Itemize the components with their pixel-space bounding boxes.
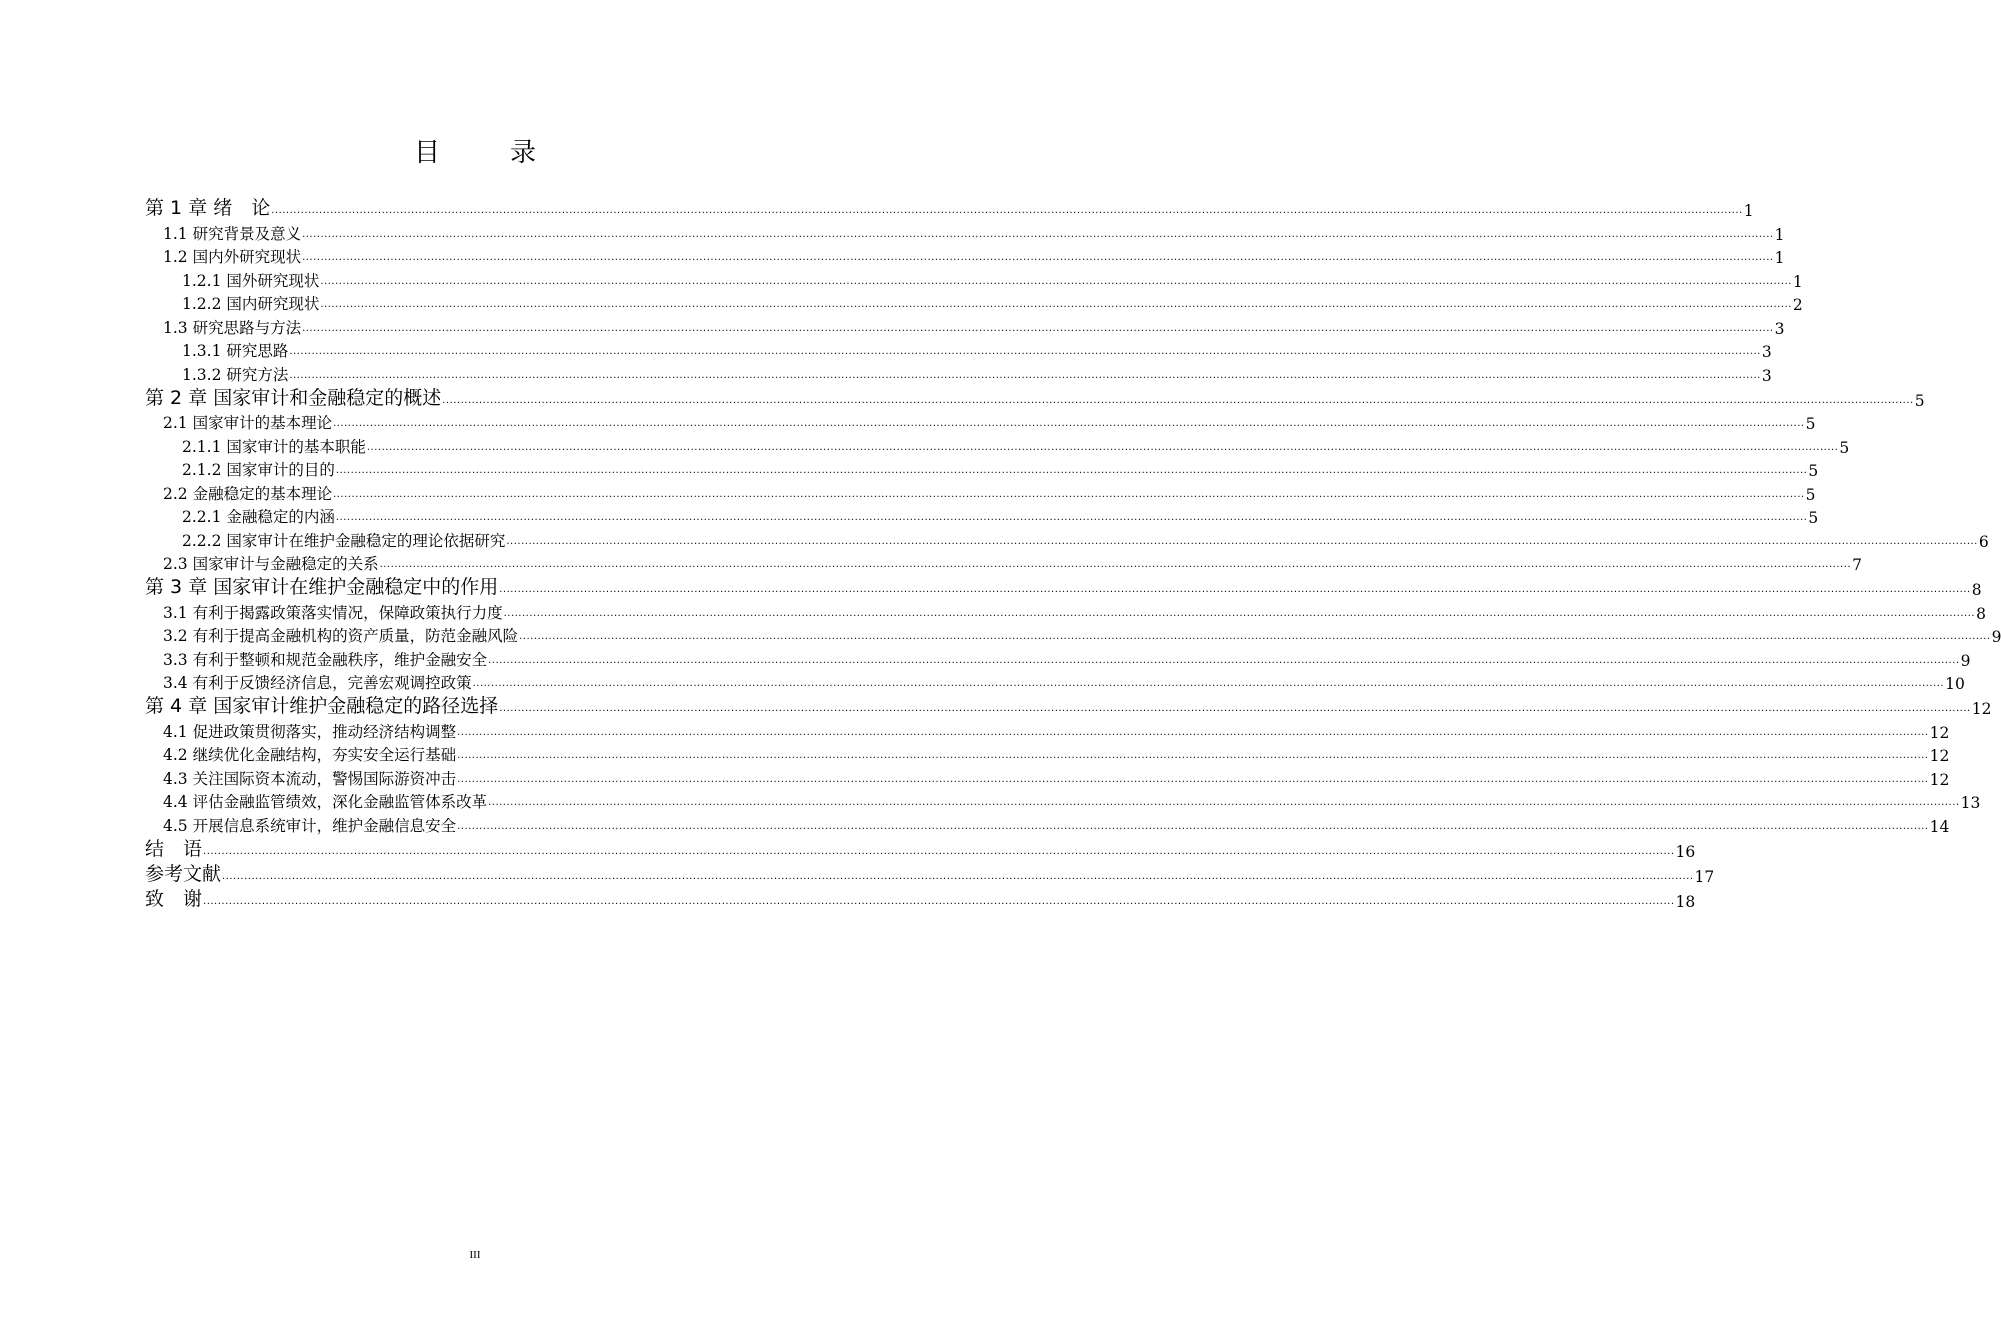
toc-entry[interactable] — [145, 195, 1754, 220]
toc-entry-page: 9 — [1991, 628, 2001, 646]
toc-entry[interactable] — [145, 457, 1819, 481]
dot-leader: ................................................................................................................................................................................................................................................................................................................................................................................................................ — [333, 418, 1805, 429]
toc-entry-label: 4.4 评估金融监管绩效，深化金融监管体系改革 — [163, 793, 488, 811]
toc-entry[interactable] — [145, 623, 2001, 647]
toc-entry-label: 2.2.2 国家审计在维护金融稳定的理论依据研究 — [182, 531, 506, 550]
dot-leader: ................................................................................................................................................................................................................................................................................................................................................................................................................ — [499, 703, 1971, 714]
toc-entry[interactable] — [145, 361, 1772, 385]
toc-entry-label: 2.1.2 国家审计的目的 — [182, 461, 335, 479]
toc-entry[interactable] — [145, 718, 1950, 742]
toc-entry-page: 9 — [1960, 651, 1971, 670]
toc-entry-page: 1 — [1774, 249, 1785, 267]
toc-entry-page: 1 — [1743, 202, 1754, 220]
toc-entry-page: 14 — [1929, 817, 1950, 836]
toc-entry-label: 1.3 研究思路与方法 — [163, 318, 302, 337]
toc-entry[interactable] — [145, 244, 1785, 268]
dot-leader: ................................................................................................................................................................................................................................................................................................................................................................................................................ — [203, 845, 1675, 857]
toc-entry-page: 5 — [1914, 391, 1925, 410]
toc-title: 目 录 — [413, 138, 558, 168]
toc-entry-page: 7 — [1852, 556, 1862, 574]
toc-entry[interactable] — [145, 551, 1862, 575]
toc-entry[interactable] — [145, 861, 1715, 886]
toc-entry[interactable] — [145, 410, 1816, 434]
toc-entry-label: 2.2.1 金融稳定的内涵 — [182, 508, 335, 526]
page-number: III — [469, 1249, 481, 1261]
toc-entry-page: 12 — [1929, 747, 1950, 765]
toc-entry-label: 2.2 金融稳定的基本理论 — [163, 484, 333, 503]
toc-entry[interactable] — [145, 670, 1965, 694]
toc-entry-page: 1 — [1792, 272, 1803, 291]
toc-entry-page: 5 — [1808, 509, 1819, 527]
toc-entry-page: 5 — [1805, 415, 1816, 433]
toc-entry-label: 1.2.2 国内研究现状 — [182, 295, 320, 313]
toc-entry[interactable] — [145, 527, 1989, 551]
toc-entry-label: 3.3 有利于整顿和规范金融秩序，维护金融安全 — [163, 650, 488, 669]
toc-entry-page: 13 — [1960, 794, 1981, 812]
toc-entry-page: 3 — [1761, 343, 1772, 361]
dot-leader: ................................................................................................................................................................................................................................................................................................................................................................................................................ — [366, 441, 1839, 453]
toc-entry[interactable] — [145, 291, 1803, 315]
toc-entry-label: 致 谢 — [145, 887, 203, 910]
toc-entry-page: 8 — [1976, 604, 1986, 623]
toc-entry[interactable] — [145, 267, 1803, 291]
toc-entry-label: 4.2 继续优化金融结构，夯实安全运行基础 — [163, 746, 457, 764]
toc-entry-label: 第 4 章 国家审计维护金融稳定的路径选择 — [145, 695, 499, 717]
toc-entry[interactable] — [145, 338, 1772, 362]
toc-entry[interactable] — [145, 742, 1950, 766]
toc-entry[interactable] — [145, 886, 1696, 911]
toc-entry-label: 1.2 国内外研究现状 — [163, 248, 302, 266]
dot-leader: ................................................................................................................................................................................................................................................................................................................................................................................................................ — [379, 559, 1852, 570]
toc-entry[interactable] — [145, 480, 1816, 504]
toc-entry-label: 1.1 研究背景及意义 — [163, 224, 302, 243]
toc-entry-page: 10 — [1945, 675, 1965, 693]
dot-leader: ................................................................................................................................................................................................................................................................................................................................................................................................................ — [222, 870, 1694, 882]
toc-entry-page: 5 — [1808, 462, 1819, 480]
toc-entry-page: 18 — [1675, 892, 1696, 911]
toc-entry-label: 1.3.2 研究方法 — [182, 365, 289, 384]
toc-entry-label: 3.2 有利于提高金融机构的资产质量，防范金融风险 — [163, 627, 519, 645]
table-of-contents — [145, 195, 2001, 911]
toc-entry-page: 16 — [1675, 842, 1696, 861]
dot-leader: ................................................................................................................................................................................................................................................................................................................................................................................................................ — [335, 465, 1808, 476]
toc-entry-label: 4.3 关注国际资本流动，警惕国际游资冲击 — [163, 769, 457, 788]
dot-leader: ................................................................................................................................................................................................................................................................................................................................................................................................................ — [320, 275, 1792, 287]
toc-entry-label: 第 3 章 国家审计在维护金融稳定中的作用 — [145, 576, 499, 598]
dot-leader: ................................................................................................................................................................................................................................................................................................................................................................................................................ — [457, 726, 1929, 738]
toc-entry-page: 1 — [1774, 225, 1785, 244]
toc-entry-page: 12 — [1971, 700, 1992, 718]
dot-leader: ................................................................................................................................................................................................................................................................................................................................................................................................................ — [302, 228, 1774, 240]
toc-entry-page: 3 — [1774, 319, 1785, 338]
toc-entry[interactable] — [145, 765, 1950, 789]
toc-entry-label: 1.2.1 国外研究现状 — [182, 271, 320, 290]
toc-entry-label: 2.1 国家审计的基本理论 — [163, 414, 333, 432]
toc-entry[interactable] — [145, 599, 1986, 623]
dot-leader: ................................................................................................................................................................................................................................................................................................................................................................................................................ — [320, 299, 1792, 310]
toc-entry[interactable] — [145, 314, 1785, 338]
toc-entry-page: 5 — [1839, 438, 1850, 457]
toc-entry-label: 结 语 — [145, 837, 203, 860]
toc-entry-page: 12 — [1929, 723, 1950, 742]
dot-leader: ................................................................................................................................................................................................................................................................................................................................................................................................................ — [499, 584, 1971, 595]
dot-leader: ................................................................................................................................................................................................................................................................................................................................................................................................................ — [333, 488, 1805, 500]
dot-leader: ................................................................................................................................................................................................................................................................................................................................................................................................................ — [506, 535, 1978, 547]
toc-entry-label: 3.1 有利于揭露政策落实情况，保障政策执行力度 — [163, 603, 503, 622]
toc-entry-label: 第 2 章 国家审计和金融稳定的概述 — [145, 386, 442, 409]
toc-entry[interactable] — [145, 836, 1696, 861]
dot-leader: ................................................................................................................................................................................................................................................................................................................................................................................................................ — [442, 394, 1914, 406]
toc-entry-label: 2.3 国家审计与金融稳定的关系 — [163, 555, 379, 573]
toc-entry[interactable] — [145, 693, 1992, 718]
toc-entry[interactable] — [145, 574, 1982, 599]
toc-entry[interactable] — [145, 789, 1981, 813]
dot-leader: ................................................................................................................................................................................................................................................................................................................................................................................................................ — [488, 654, 1960, 666]
dot-leader: ................................................................................................................................................................................................................................................................................................................................................................................................................ — [271, 205, 1743, 216]
toc-entry[interactable] — [145, 646, 1971, 670]
dot-leader: ................................................................................................................................................................................................................................................................................................................................................................................................................ — [457, 750, 1929, 761]
toc-entry[interactable] — [145, 433, 1850, 457]
dot-leader: ................................................................................................................................................................................................................................................................................................................................................................................................................ — [302, 322, 1774, 334]
toc-entry-page: 12 — [1929, 770, 1950, 789]
toc-entry[interactable] — [145, 385, 1925, 410]
dot-leader: ................................................................................................................................................................................................................................................................................................................................................................................................................ — [302, 252, 1774, 263]
toc-entry-page: 5 — [1805, 485, 1816, 504]
dot-leader: ................................................................................................................................................................................................................................................................................................................................................................................................................ — [457, 773, 1929, 785]
toc-entry-page: 8 — [1971, 581, 1982, 599]
dot-leader: ................................................................................................................................................................................................................................................................................................................................................................................................................ — [203, 895, 1675, 907]
dot-leader: ................................................................................................................................................................................................................................................................................................................................................................................................................ — [289, 369, 1761, 381]
dot-leader: ................................................................................................................................................................................................................................................................................................................................................................................................................ — [289, 346, 1761, 357]
toc-entry-label: 第 1 章 绪 论 — [145, 197, 271, 219]
dot-leader: ................................................................................................................................................................................................................................................................................................................................................................................................................ — [503, 607, 1976, 619]
toc-entry-label: 2.1.1 国家审计的基本职能 — [182, 437, 366, 456]
dot-leader: ................................................................................................................................................................................................................................................................................................................................................................................................................ — [457, 820, 1929, 832]
toc-entry[interactable] — [145, 504, 1819, 528]
toc-entry-label: 3.4 有利于反馈经济信息，完善宏观调控政策 — [163, 674, 472, 692]
toc-entry-page: 17 — [1694, 867, 1715, 886]
toc-entry-label: 1.3.1 研究思路 — [182, 342, 289, 360]
toc-entry-page: 3 — [1761, 366, 1772, 385]
toc-entry-page: 6 — [1978, 532, 1989, 551]
toc-entry-page: 2 — [1792, 296, 1803, 314]
dot-leader: ................................................................................................................................................................................................................................................................................................................................................................................................................ — [335, 512, 1808, 523]
dot-leader: ................................................................................................................................................................................................................................................................................................................................................................................................................ — [472, 678, 1945, 689]
dot-leader: ................................................................................................................................................................................................................................................................................................................................................................................................................ — [519, 631, 1991, 642]
toc-entry-label: 4.1 促进政策贯彻落实，推动经济结构调整 — [163, 722, 457, 741]
dot-leader: ................................................................................................................................................................................................................................................................................................................................................................................................................ — [488, 797, 1960, 808]
toc-entry-label: 参考文献 — [145, 862, 222, 885]
toc-entry[interactable] — [145, 812, 1950, 836]
toc-entry[interactable] — [145, 220, 1785, 244]
toc-entry-label: 4.5 开展信息系统审计，维护金融信息安全 — [163, 816, 457, 835]
